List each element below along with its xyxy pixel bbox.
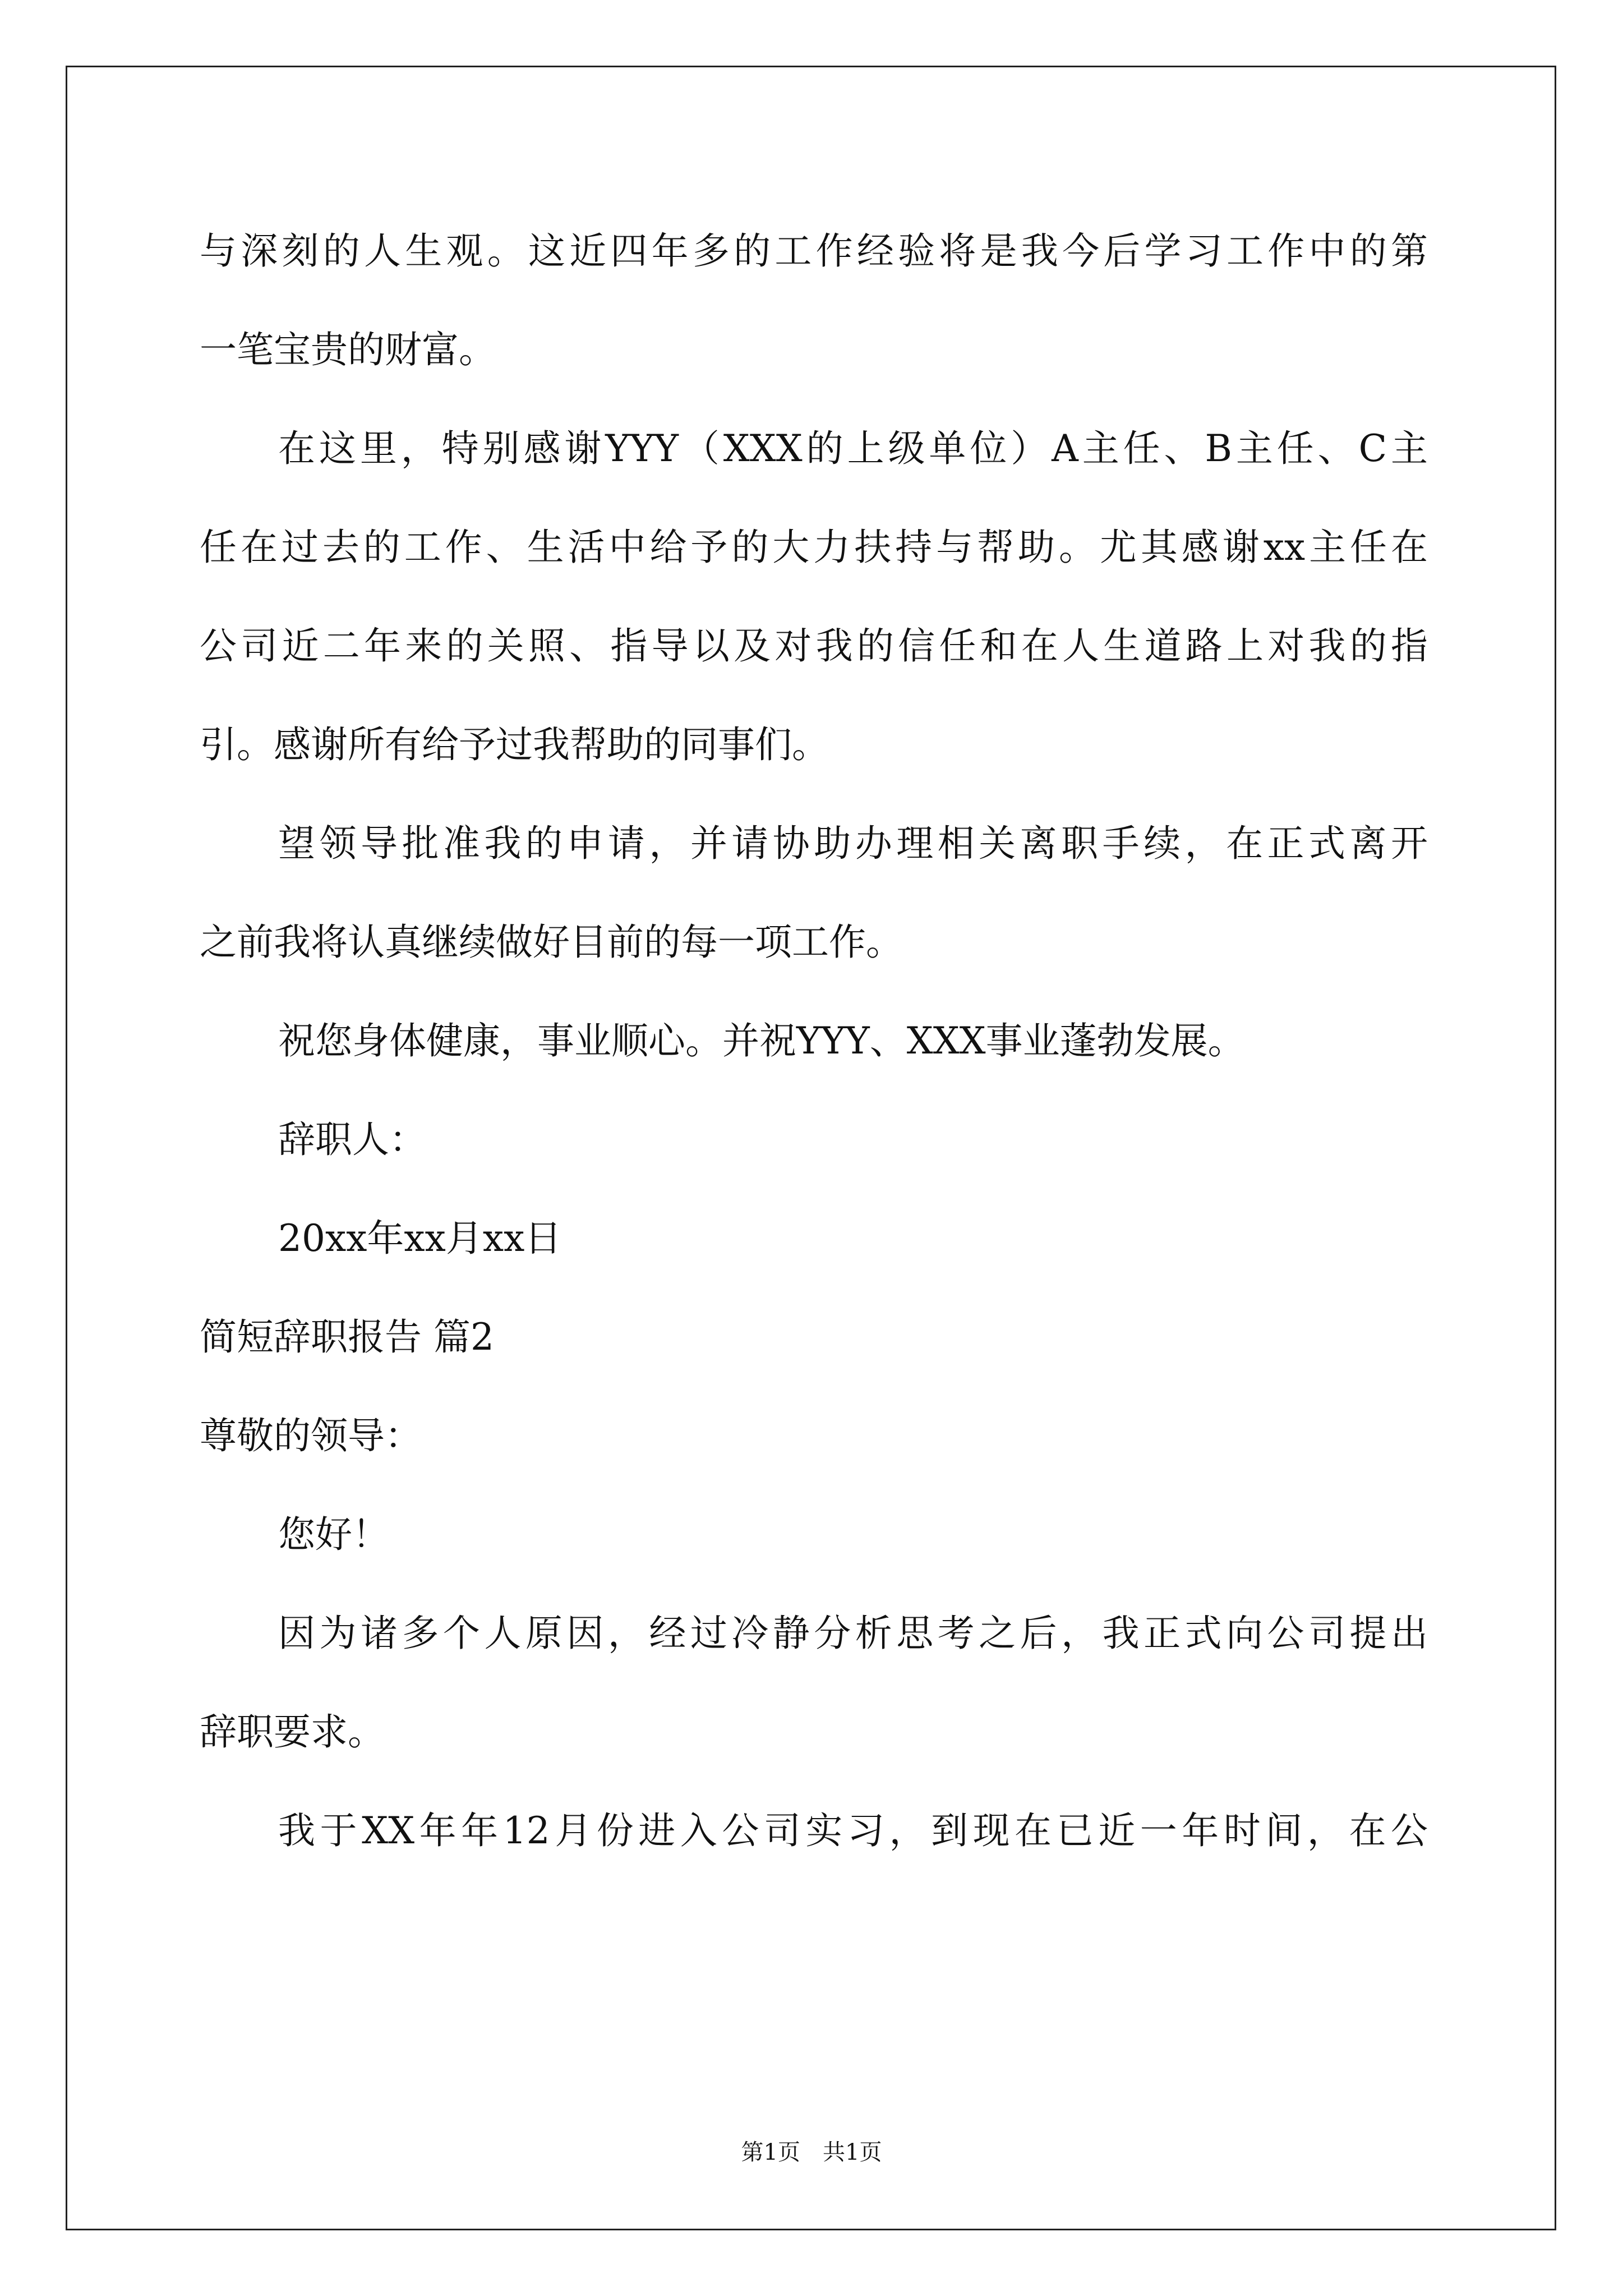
paragraph-start: 望领导批准我的申请，并请协助办理相关离职手续，在正式离开 [278,822,1428,865]
section-title: 简短辞职报告 篇2 [200,1315,494,1359]
text-line: 公司近二年来的关照、指导以及对我的信任和在人生道路上对我的指 [200,624,1428,668]
paragraph-start: 因为诸多个人原因，经过冷静分析思考之后，我正式向公司提出 [278,1612,1428,1655]
text-line: 任在过去的工作、生活中给予的大力扶持与帮助。尤其感谢xx主任在 [200,526,1428,569]
text-line: 辞职要求。 [200,1710,385,1754]
greeting: 您好！ [278,1513,389,1556]
text-line: 引。感谢所有给予过我帮助的同事们。 [200,723,829,766]
paragraph-start: 在这里，特别感谢YYY（XXX的上级单位）A主任、B主任、C主 [278,427,1428,470]
text-line: 之前我将认真继续做好目前的每一项工作。 [200,921,903,964]
paragraph-start: 祝您身体健康，事业顺心。并祝YYY、XXX事业蓬勃发展。 [278,1019,1245,1062]
page-footer: 第1页 共1页 [741,2139,882,2165]
document-body [200,202,1428,1880]
signature-label: 辞职人： [278,1118,426,1161]
text-line: 一笔宝贵的财富。 [200,328,496,371]
text-line: 与深刻的人生观。这近四年多的工作经验将是我今后学习工作中的第 [200,229,1428,273]
paragraph-start: 我于XX年年12月份进入公司实习，到现在已近一年时间，在公 [278,1809,1428,1852]
salutation: 尊敬的领导： [200,1414,422,1457]
date-line: 20xx年xx月xx日 [278,1217,562,1260]
